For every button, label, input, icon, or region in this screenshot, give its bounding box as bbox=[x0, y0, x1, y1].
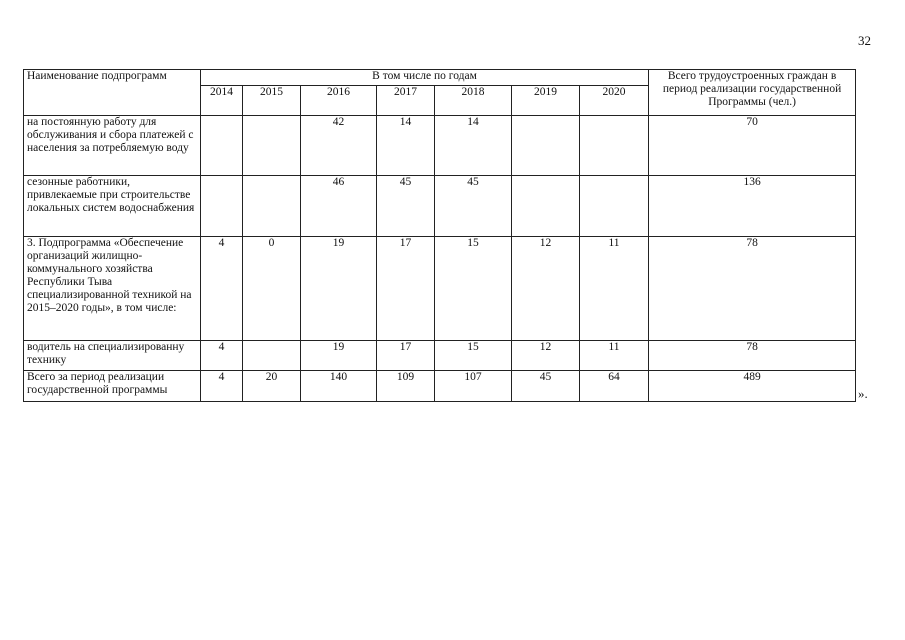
row-name-cell: Всего за период реализации государственной программы bbox=[24, 371, 201, 402]
value-cell-2015 bbox=[243, 341, 301, 371]
value-cell-2020: 11 bbox=[580, 341, 649, 371]
value-cell-2016: 46 bbox=[301, 176, 377, 237]
value-cell-2014: 4 bbox=[201, 371, 243, 402]
value-cell-2015: 20 bbox=[243, 371, 301, 402]
value-cell-2018: 15 bbox=[435, 341, 512, 371]
total-cell: 78 bbox=[649, 237, 856, 341]
table-row bbox=[24, 341, 856, 371]
value-cell-2017: 109 bbox=[377, 371, 435, 402]
value-cell-2020 bbox=[580, 116, 649, 176]
header-year-2020: 2020 bbox=[580, 86, 649, 116]
value-cell-2019: 45 bbox=[512, 371, 580, 402]
value-cell-2017: 17 bbox=[377, 341, 435, 371]
value-cell-2015 bbox=[243, 116, 301, 176]
value-cell-2019: 12 bbox=[512, 341, 580, 371]
value-cell-2018: 15 bbox=[435, 237, 512, 341]
value-cell-2016: 19 bbox=[301, 237, 377, 341]
value-cell-2019 bbox=[512, 116, 580, 176]
value-cell-2014: 4 bbox=[201, 341, 243, 371]
page-number: 32 bbox=[858, 33, 871, 48]
total-cell: 78 bbox=[649, 341, 856, 371]
total-cell: 489 bbox=[649, 371, 856, 402]
value-cell-2019 bbox=[512, 176, 580, 237]
value-cell-2018: 107 bbox=[435, 371, 512, 402]
row-name-cell: на постоянную работу для обслуживания и сбора платежей с населения за потребляемую воду bbox=[24, 116, 201, 176]
value-cell-2019: 12 bbox=[512, 237, 580, 341]
row-name-cell: сезонные работники, привлекаемые при строительстве локальных систем водоснабжения bbox=[24, 176, 201, 237]
header-year-2014: 2014 bbox=[201, 86, 243, 116]
value-cell-2014 bbox=[201, 116, 243, 176]
header-year-2018: 2018 bbox=[435, 86, 512, 116]
header-total-col: Всего трудоустроенных граждан в период реализации государственной Программы (чел.) bbox=[649, 70, 856, 116]
table-row bbox=[24, 176, 856, 237]
value-cell-2017: 45 bbox=[377, 176, 435, 237]
employment-table bbox=[23, 69, 856, 402]
value-cell-2020: 64 bbox=[580, 371, 649, 402]
header-year-2015: 2015 bbox=[243, 86, 301, 116]
value-cell-2016: 140 bbox=[301, 371, 377, 402]
header-row-1 bbox=[24, 70, 856, 86]
table-row bbox=[24, 371, 856, 402]
value-cell-2017: 17 bbox=[377, 237, 435, 341]
header-year-2019: 2019 bbox=[512, 86, 580, 116]
total-cell: 70 bbox=[649, 116, 856, 176]
row-name-cell: водитель на специализированну технику bbox=[24, 341, 201, 371]
value-cell-2017: 14 bbox=[377, 116, 435, 176]
value-cell-2018: 14 bbox=[435, 116, 512, 176]
total-cell: 136 bbox=[649, 176, 856, 237]
value-cell-2015 bbox=[243, 176, 301, 237]
value-cell-2016: 19 bbox=[301, 341, 377, 371]
header-year-2016: 2016 bbox=[301, 86, 377, 116]
value-cell-2018: 45 bbox=[435, 176, 512, 237]
header-years-group: В том числе по годам bbox=[201, 70, 649, 86]
closing-quote: ». bbox=[858, 386, 868, 401]
value-cell-2016: 42 bbox=[301, 116, 377, 176]
row-name-cell: 3. Подпрограмма «Обеспечение организаций жилищно-коммунального хозяйства Республики Тыва специализированной техникой на 2015–2020 годы», в том числе: bbox=[24, 237, 201, 341]
header-name-col: Наименование подпрограмм bbox=[24, 70, 201, 116]
value-cell-2020: 11 bbox=[580, 237, 649, 341]
table-row bbox=[24, 116, 856, 176]
table-row bbox=[24, 237, 856, 341]
header-year-2017: 2017 bbox=[377, 86, 435, 116]
value-cell-2020 bbox=[580, 176, 649, 237]
value-cell-2015: 0 bbox=[243, 237, 301, 341]
value-cell-2014: 4 bbox=[201, 237, 243, 341]
value-cell-2014 bbox=[201, 176, 243, 237]
